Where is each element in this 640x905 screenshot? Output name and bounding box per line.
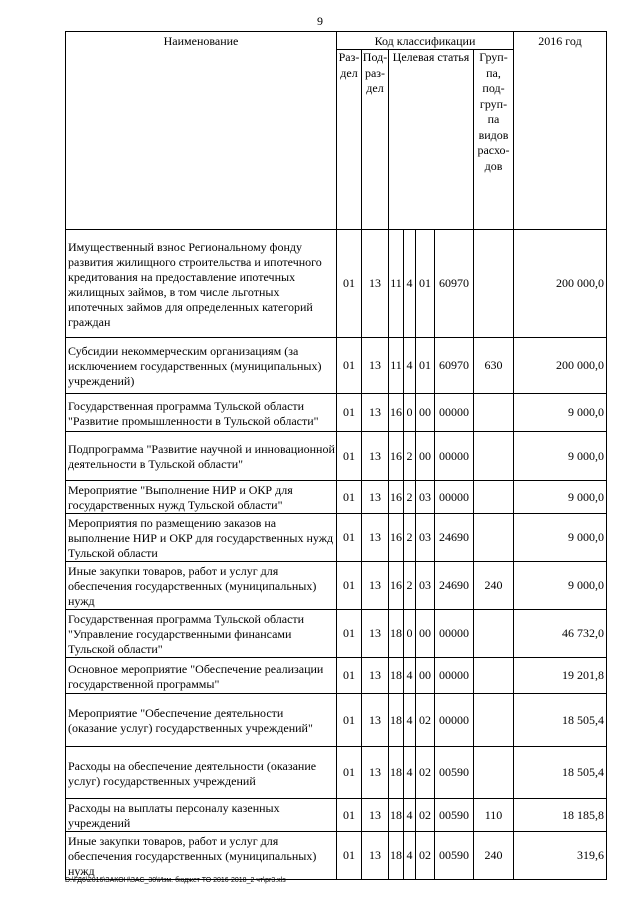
row-section: 01 xyxy=(337,562,362,610)
row-name: Иные закупки товаров, работ и услуг для обеспечения государственных (муниципальных) нужд xyxy=(66,562,337,610)
row-section: 01 xyxy=(337,658,362,694)
row-target-3: 03 xyxy=(416,514,435,562)
row-section: 01 xyxy=(337,481,362,514)
table-row xyxy=(66,230,607,338)
row-target-1: 18 xyxy=(389,832,404,880)
row-amount: 200 000,0 xyxy=(514,230,607,338)
row-target-3: 02 xyxy=(416,832,435,880)
row-expense-group xyxy=(474,481,514,514)
row-target-3: 02 xyxy=(416,747,435,799)
row-amount: 46 732,0 xyxy=(514,610,607,658)
row-target-1: 18 xyxy=(389,694,404,747)
row-name: Государственная программа Тульской области "Управление государственными финансами Тульской области" xyxy=(66,610,337,658)
row-name: Мероприятие "Обеспечение деятельности (оказание услуг) государственных учреждений" xyxy=(66,694,337,747)
row-subsection: 13 xyxy=(362,394,389,432)
row-subsection: 13 xyxy=(362,338,389,394)
row-target-2: 2 xyxy=(404,481,416,514)
row-subsection: 13 xyxy=(362,799,389,832)
row-expense-group xyxy=(474,394,514,432)
row-amount: 319,6 xyxy=(514,832,607,880)
row-target-3: 00 xyxy=(416,610,435,658)
row-expense-group: 240 xyxy=(474,832,514,880)
row-name: Подпрограмма "Развитие научной и инновационной деятельности в Тульской области" xyxy=(66,432,337,481)
row-amount: 18 505,4 xyxy=(514,694,607,747)
row-expense-group xyxy=(474,230,514,338)
row-target-3: 03 xyxy=(416,481,435,514)
row-name: Расходы на выплаты персоналу казенных учреждений xyxy=(66,799,337,832)
header-name: Наименование xyxy=(66,32,337,230)
table-row xyxy=(66,832,607,880)
row-target-4: 60970 xyxy=(435,338,474,394)
table-row xyxy=(66,658,607,694)
header-year: 2016 год xyxy=(514,32,607,230)
row-amount: 9 000,0 xyxy=(514,562,607,610)
row-section: 01 xyxy=(337,799,362,832)
table-row xyxy=(66,799,607,832)
table-row xyxy=(66,747,607,799)
header-expense-group: Груп- па, под- груп- па видов расхо- дов xyxy=(474,50,514,230)
row-target-2: 4 xyxy=(404,799,416,832)
row-target-2: 2 xyxy=(404,514,416,562)
row-expense-group xyxy=(474,747,514,799)
row-amount: 9 000,0 xyxy=(514,514,607,562)
row-subsection: 13 xyxy=(362,230,389,338)
row-amount: 18 185,8 xyxy=(514,799,607,832)
row-target-3: 01 xyxy=(416,338,435,394)
row-amount: 9 000,0 xyxy=(514,394,607,432)
row-expense-group xyxy=(474,610,514,658)
row-amount: 19 201,8 xyxy=(514,658,607,694)
row-subsection: 13 xyxy=(362,694,389,747)
row-target-1: 11 xyxy=(389,230,404,338)
row-name: Субсидии некоммерческим организациям (за исключением государственных (муниципальных) учреждений) xyxy=(66,338,337,394)
table-row xyxy=(66,481,607,514)
row-target-1: 11 xyxy=(389,338,404,394)
row-target-4: 00590 xyxy=(435,832,474,880)
row-name: Мероприятие "Выполнение НИР и ОКР для государственных нужд Тульской области" xyxy=(66,481,337,514)
header-target-item: Целевая статья xyxy=(389,50,474,230)
row-name: Основное мероприятие "Обеспечение реализации государственной программы" xyxy=(66,658,337,694)
row-target-3: 00 xyxy=(416,432,435,481)
row-expense-group xyxy=(474,514,514,562)
file-path-footer: D:\ГД6\2016\ЗАКОН\ЗАС_30\Изм. бюджет ТО 2016-2018_2 чт\pr3.xls xyxy=(65,877,286,884)
row-target-4: 00000 xyxy=(435,610,474,658)
row-target-3: 02 xyxy=(416,799,435,832)
row-section: 01 xyxy=(337,432,362,481)
row-target-2: 4 xyxy=(404,230,416,338)
row-amount: 9 000,0 xyxy=(514,481,607,514)
row-name: Иные закупки товаров, работ и услуг для обеспечения государственных (муниципальных) нужд xyxy=(66,832,337,880)
row-target-1: 16 xyxy=(389,432,404,481)
page-number: 9 xyxy=(317,14,323,28)
table-row xyxy=(66,394,607,432)
row-target-1: 16 xyxy=(389,394,404,432)
row-target-4: 00000 xyxy=(435,481,474,514)
table-row xyxy=(66,432,607,481)
row-section: 01 xyxy=(337,514,362,562)
row-section: 01 xyxy=(337,832,362,880)
row-expense-group xyxy=(474,658,514,694)
row-subsection: 13 xyxy=(362,747,389,799)
row-subsection: 13 xyxy=(362,610,389,658)
row-target-2: 4 xyxy=(404,832,416,880)
row-target-1: 16 xyxy=(389,481,404,514)
row-expense-group: 630 xyxy=(474,338,514,394)
row-target-2: 2 xyxy=(404,562,416,610)
table-row xyxy=(66,338,607,394)
row-name: Имущественный взнос Региональному фонду развития жилищного строительства и ипотечного кредитования на предоставление ипотечных жилищных займов, в том числе льготных ипотечных займов для определенных категорий граждан xyxy=(66,230,337,338)
table-row xyxy=(66,694,607,747)
row-target-4: 00590 xyxy=(435,747,474,799)
row-target-3: 03 xyxy=(416,562,435,610)
row-target-3: 00 xyxy=(416,394,435,432)
row-target-3: 00 xyxy=(416,658,435,694)
row-target-1: 16 xyxy=(389,514,404,562)
row-target-2: 0 xyxy=(404,394,416,432)
row-amount: 9 000,0 xyxy=(514,432,607,481)
row-target-4: 24690 xyxy=(435,562,474,610)
row-target-3: 01 xyxy=(416,230,435,338)
row-target-4: 00000 xyxy=(435,658,474,694)
row-subsection: 13 xyxy=(362,562,389,610)
row-target-3: 02 xyxy=(416,694,435,747)
row-expense-group xyxy=(474,694,514,747)
row-target-1: 18 xyxy=(389,610,404,658)
row-section: 01 xyxy=(337,338,362,394)
row-target-1: 18 xyxy=(389,747,404,799)
row-amount: 18 505,4 xyxy=(514,747,607,799)
row-target-4: 60970 xyxy=(435,230,474,338)
row-section: 01 xyxy=(337,694,362,747)
row-name: Мероприятия по размещению заказов на выполнение НИР и ОКР для государственных нужд Тульской области xyxy=(66,514,337,562)
row-subsection: 13 xyxy=(362,514,389,562)
row-target-4: 00000 xyxy=(435,394,474,432)
row-target-2: 2 xyxy=(404,432,416,481)
row-target-2: 4 xyxy=(404,747,416,799)
row-section: 01 xyxy=(337,747,362,799)
row-target-4: 00590 xyxy=(435,799,474,832)
row-subsection: 13 xyxy=(362,432,389,481)
row-target-2: 0 xyxy=(404,610,416,658)
row-expense-group: 110 xyxy=(474,799,514,832)
row-target-2: 4 xyxy=(404,694,416,747)
row-target-4: 00000 xyxy=(435,694,474,747)
row-target-4: 24690 xyxy=(435,514,474,562)
budget-table xyxy=(65,31,607,880)
row-amount: 200 000,0 xyxy=(514,338,607,394)
row-section: 01 xyxy=(337,610,362,658)
row-section: 01 xyxy=(337,394,362,432)
row-section: 01 xyxy=(337,230,362,338)
row-target-2: 4 xyxy=(404,658,416,694)
table-row xyxy=(66,514,607,562)
row-expense-group xyxy=(474,432,514,481)
row-name: Государственная программа Тульской области "Развитие промышленности в Тульской области" xyxy=(66,394,337,432)
row-target-4: 00000 xyxy=(435,432,474,481)
row-target-2: 4 xyxy=(404,338,416,394)
table-row xyxy=(66,562,607,610)
row-subsection: 13 xyxy=(362,658,389,694)
row-subsection: 13 xyxy=(362,832,389,880)
row-target-1: 18 xyxy=(389,799,404,832)
header-section: Раз- дел xyxy=(337,50,362,230)
row-target-1: 18 xyxy=(389,658,404,694)
row-target-1: 16 xyxy=(389,562,404,610)
header-subsection: Под- раз- дел xyxy=(362,50,389,230)
header-classification: Код классификации xyxy=(337,32,514,50)
row-subsection: 13 xyxy=(362,481,389,514)
table-row xyxy=(66,610,607,658)
row-expense-group: 240 xyxy=(474,562,514,610)
row-name: Расходы на обеспечение деятельности (оказание услуг) государственных учреждений xyxy=(66,747,337,799)
